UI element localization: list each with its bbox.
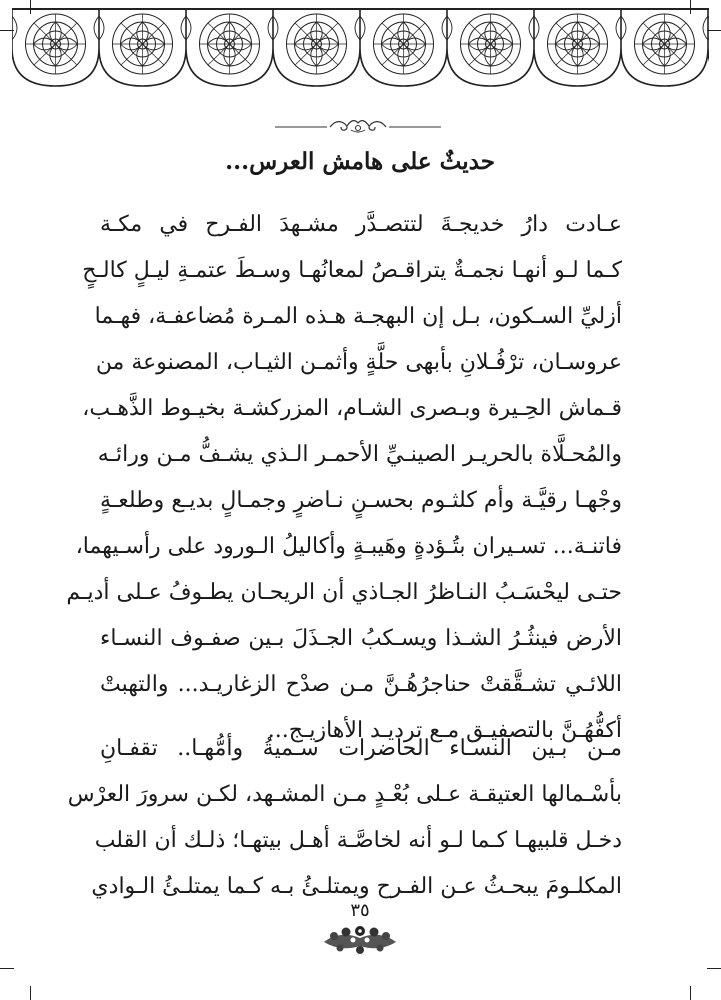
text-line: عروسـان، ترْفُـلانِ بأبهى حلَّةٍ وأثمـن الثيـاب، المصنوعة من xyxy=(95,350,622,375)
crop-mark xyxy=(690,986,691,1000)
scroll-ornament-icon xyxy=(275,114,441,134)
text-line: الأرض فينثُـرُ الشـذا ويسـكبُ الجـذَلَ بـين صفـوف النسـاء xyxy=(100,626,622,651)
text-line: بأسْـمالها العتيقـة عـلى بُعْـدٍ مـن المشـهد، لكـن سرورَ العرْس xyxy=(67,782,622,807)
text-line: مـن بـين النسـاء الحاضرات سـميةُ وأمُّهـا.. تقفـانِ xyxy=(100,736,622,761)
floral-ornament-icon xyxy=(320,922,400,956)
text-line: أزليِّ السـكون، بـل إن البهجـة هـذه المـرة مُضاعفـة، فهـما xyxy=(94,304,622,329)
arabesque-border-icon xyxy=(12,8,709,88)
text-line: دخـل قلبيهـا كـما لـو أنه لخاصَّـة أهـل بيتهـا؛ ذلـك أن القلب xyxy=(94,828,622,853)
chapter-title: حديثٌ على هامش العرس... xyxy=(225,148,495,175)
text-line: حتـى ليحْسَـبُ النـاظرُ الجـاذي أن الريحـان يطـوفُ عـلى أديـم xyxy=(66,580,622,605)
crop-mark xyxy=(707,30,721,31)
paragraph-2 xyxy=(67,726,622,910)
text-line: المكلـومَ يبحـثُ عـن الفـرح ويمتلـئُ بـه كـما يمتلـئُ الـوادي xyxy=(91,874,622,899)
text-line: وجْهـا رقيَّـة وأم كلثـوم بحسـنٍ نـاضرٍ وجمـالٍ بديـع وطلعـةٍ xyxy=(100,488,622,513)
text-line: عـادت دارُ خديجـةَ لتتصـدَّر مشـهدَ الفـرح في مكـة xyxy=(100,212,622,237)
page-number: ٣٥ xyxy=(350,900,370,921)
crop-mark xyxy=(30,986,31,1000)
text-line: كـما لـو أنهـا نجمـةٌ يتراقـصُ لمعانُهـا وسـطَ عتمـةِ ليـلٍ كالـحٍ xyxy=(82,258,622,283)
text-line: والمُحـلَّاة بالحريـر الصينـيِّ الأحمـر الـذي يشـفُّ مـن ورائـه xyxy=(97,442,622,467)
text-line: قـماش الحِـيرة وبـصرى الشـام، المزركشـة بخيـوط الذَّهـب، xyxy=(82,396,622,421)
text-line: أكفُّهُـنَّ بالتصفيـق مـع ترديـد الأهازيـج... xyxy=(267,718,622,743)
text-line: فاتنـة... تسـيران بتُـؤدةٍ وهَيبـةٍ وأكاليلُ الـورود على رأسـيهما، xyxy=(75,534,622,559)
paragraph-1 xyxy=(66,202,622,754)
crop-mark xyxy=(0,968,14,969)
text-line: اللائـي تشـقَّقتْ حناجرُهُـنَّ مـن صدْح الزغاريـد... والتهبتْ xyxy=(100,672,622,697)
crop-mark xyxy=(707,968,721,969)
